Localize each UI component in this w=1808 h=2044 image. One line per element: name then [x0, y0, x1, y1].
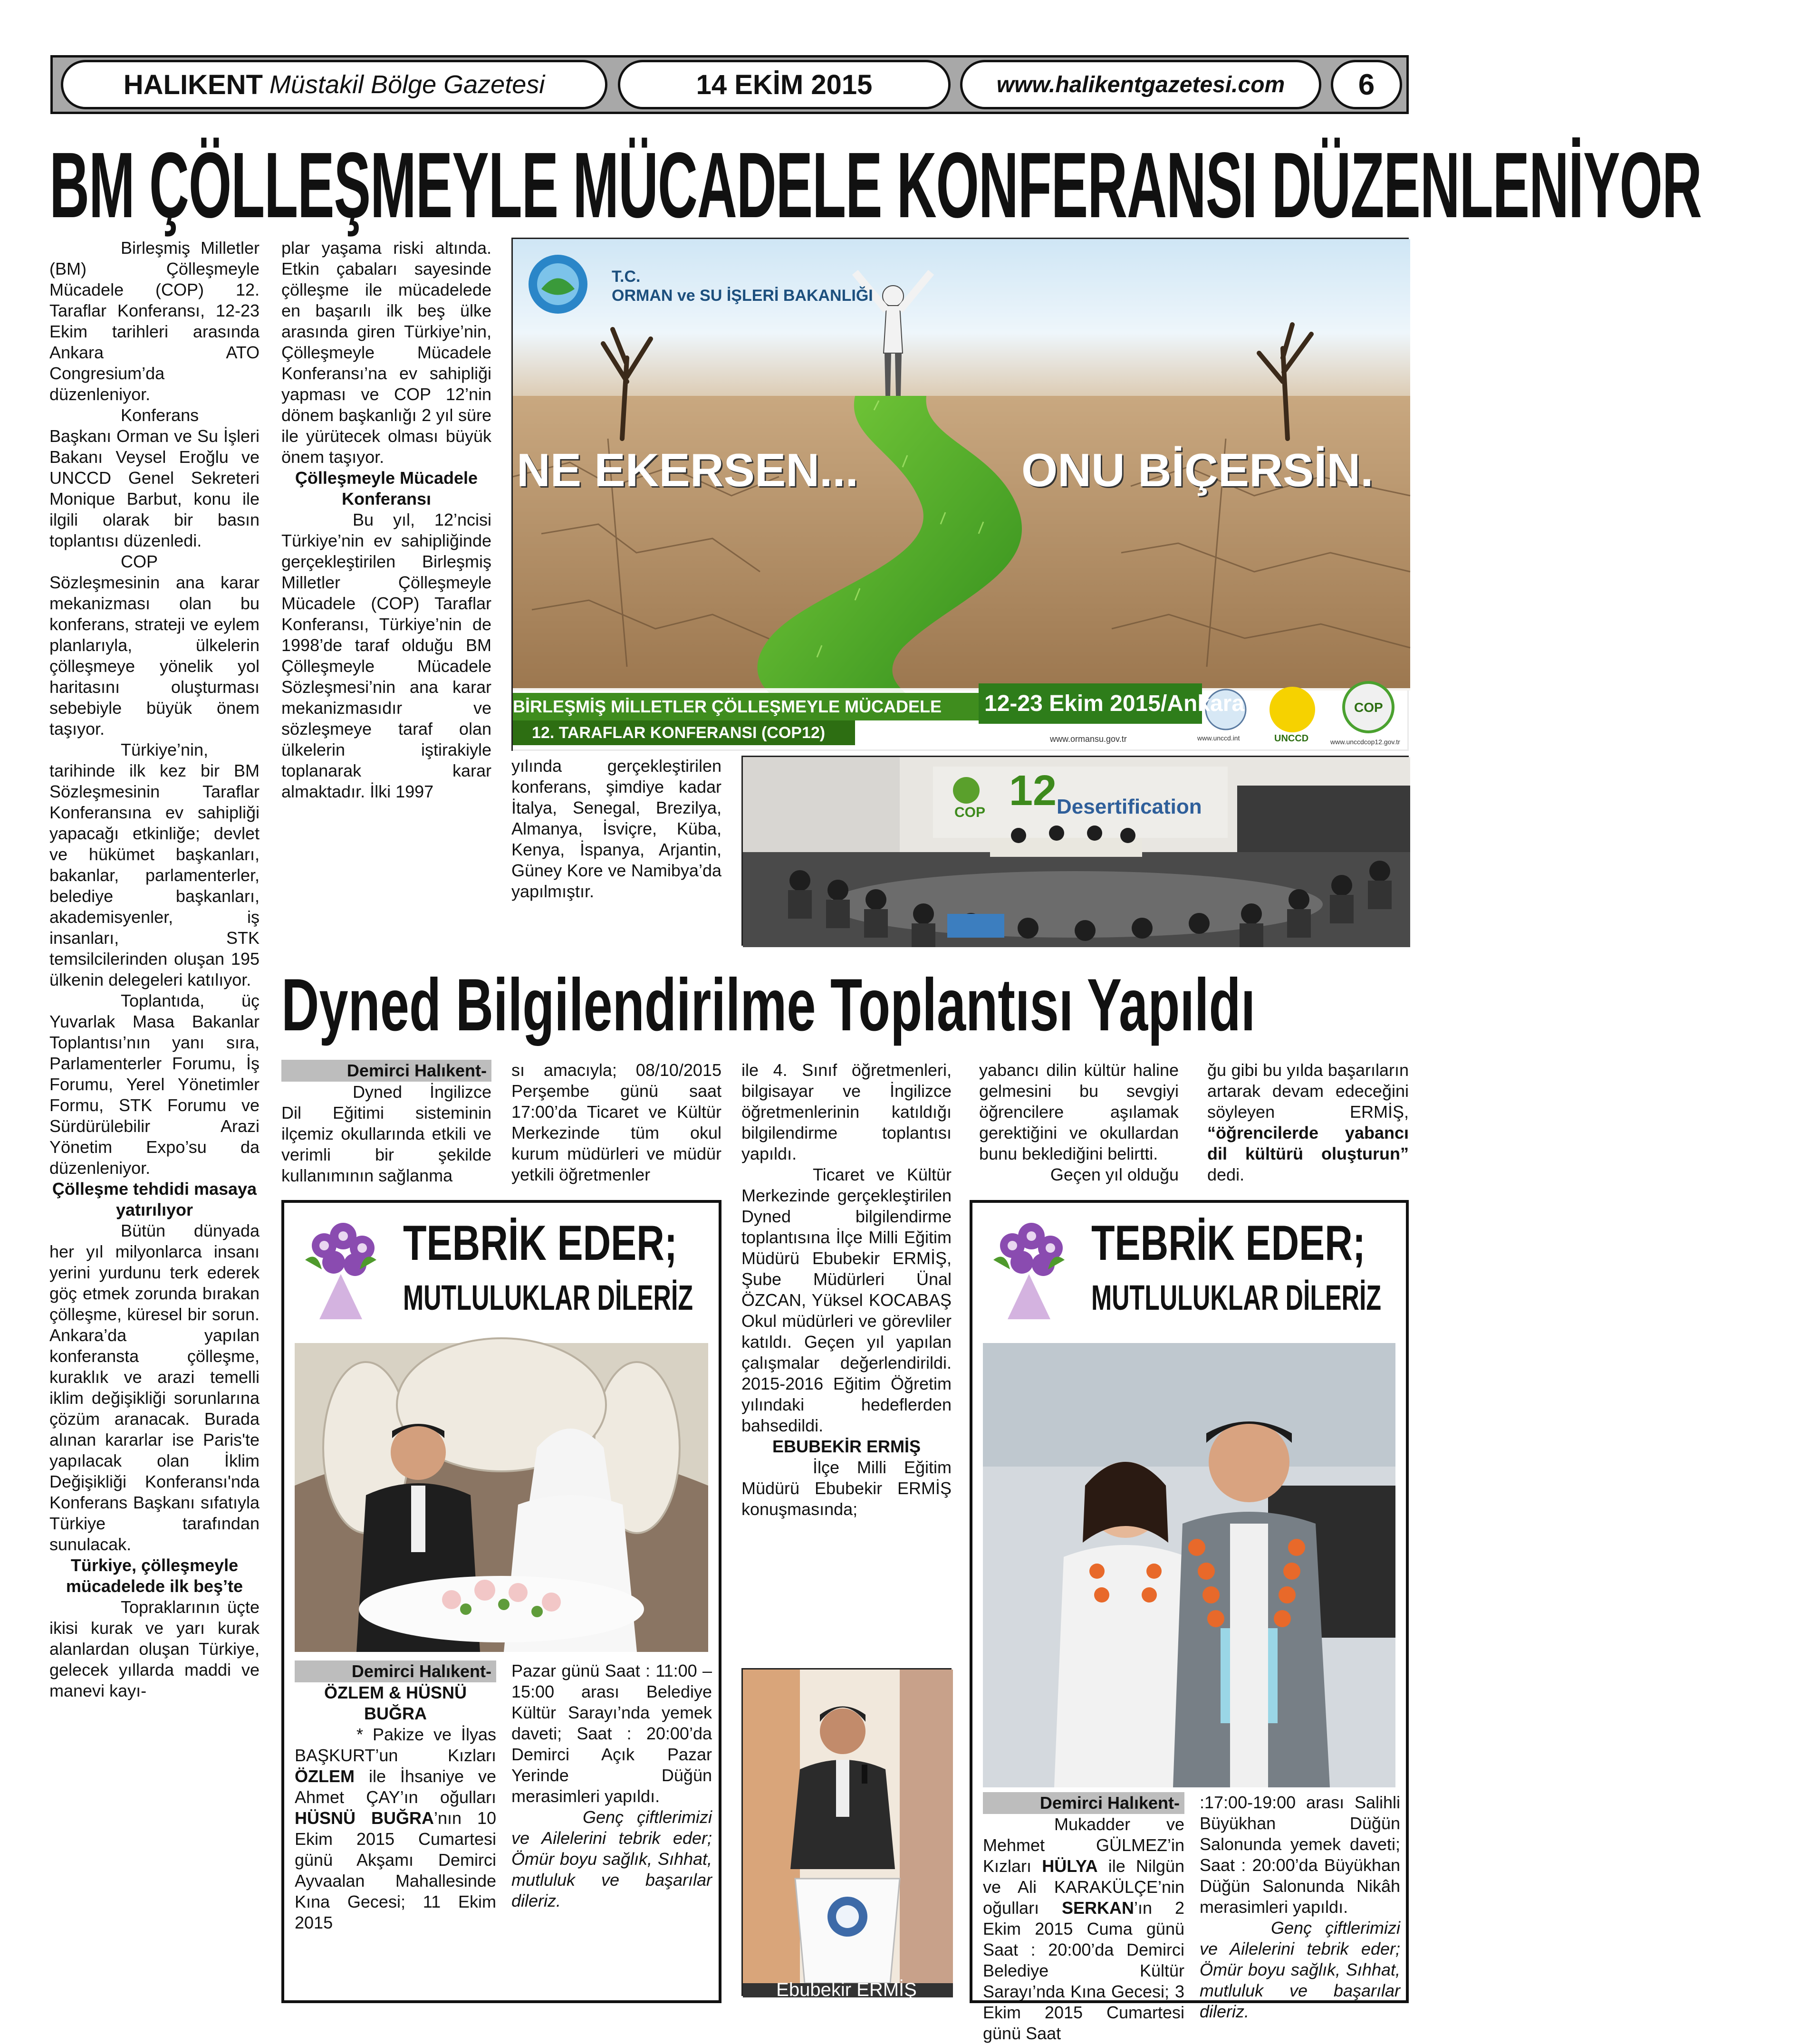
poster-url-3: www.unccdcop12.gov.tr — [1330, 738, 1400, 746]
paragraph: Türkiye’nin, tarihinde ilk kez bir BM Sözleşmesinin Taraflar Konferansına ev sahipliği yapacağı etkinliğe; devlet ve hükümet başkanları, bakanlar, parlamenterler, belediye başkanları, akademisyenler, iş insanları, STK temsilcilerinden oluşan 195 ülkenin delegeleri katılıyor. — [49, 740, 260, 989]
tebrik1-text-right: Pazar günü Saat : 11:00 – 15:00 arası Belediye Kültür Sarayı’nda yemek daveti; Saat : 20:00’da Demirci Açık Pazar Yerinde Düğün merasimleri yapıldı. — [511, 1661, 712, 1806]
article2-quote: “öğrencilerde yabancı dil kültürü oluşturun” — [1207, 1123, 1409, 1163]
tebrik-box-1 — [281, 1200, 721, 2003]
tebrik1-wish: Genç çiftlerimizi ve Ailelerini tebrik eder; Ömür boyu sağlık, Sıhhat, mutluluk ve başarılar dileriz. — [511, 1807, 712, 1910]
tebrik1-groom: HÜSNÜ BUĞRA — [295, 1808, 434, 1828]
paper-name: HALIKENT — [123, 69, 263, 100]
tebrik2-byline: Demirci Halıkent- — [983, 1792, 1184, 1814]
tebrik2-groom: SERKAN — [1062, 1898, 1135, 1918]
article2-column-5 — [1207, 1060, 1409, 1185]
flower-bouquet-icon — [979, 1212, 1079, 1322]
article2-col1-text: Dyned İngilizce Dil Eğitimi sisteminin ilçemiz okullarında etkili ve verimli bir şekilde kullanımının sağlanma — [281, 1082, 491, 1185]
article1-headline: BM ÇÖLLEŞMEYLE MÜCADELE KONFERANSI DÜZENLENİYOR — [49, 133, 1702, 237]
conf-number: 12 — [1009, 767, 1057, 815]
tebrik1-text: * Pakize ve İlyas BAŞKURT’un Kızları ÖZLEM ile İhsaniye ve Ahmet ÇAY’ın oğulları HÜSNÜ BUĞRA’nın 10 Ekim 2015 Cumartesi günü Akşamı Demirci Ayvaalan Mahallesinde Kına Gecesi; 11 Ekim 2015 — [295, 1725, 496, 1932]
paragraph: Bütün dünyada her yıl milyonlarca insanı yerini yurdunu terk ederek göç etmek zorunda bırakan çölleşme, küresel bir sorun. Ankara’da yapılan konferansta çölleşme, kuraklık ve arazi temelli iklim değişikliği sorunlarına çözüm aranacak. Burada alınan kararlar ise Paris'te yapılacak olan İklim Değişikliği Konferansı'nda Konferans Başkanı sıfatıyla Türkiye tarafından sunulacak. — [49, 1221, 260, 1554]
paragraph: Ticaret ve Kültür Merkezinde gerçekleştirilen Dyned bilgilendirme toplantısına İlçe Milli Eğitim Müdürü Ebubekir ERMİŞ, Şube Müdürleri Ünal ÖZCAN, Yüksel KOCABAŞ Okul müdürleri ve görevliler katıldı. Geçen yıl yapılan çalışmalar değerlendirildi. 2015-2016 Eğitim Öğretim yılındaki hedeflerden bahsedildi. — [741, 1165, 952, 1435]
masthead-pill — [61, 60, 607, 109]
article2-column-3 — [741, 1060, 952, 1520]
poster-event-line2: 12. TARAFLAR KONFERANSI (COP12) — [532, 724, 826, 742]
speaker-image — [743, 1670, 953, 1997]
paragraph: COP Sözleşmesinin ana karar mekanizması olan bu konferans, strateji ve eylem planlarıyla, ülkelerin çölleşmeye yönelik yol haritasını oluşturması sebebiyle büyük önem taşıyor. — [49, 552, 260, 739]
paragraph: Konferans Başkanı Orman ve Su İşleri Bakanı Veysel Eroğlu ve UNCCD Genel Sekreteri Monique Barbut, konu ile ilgili olarak bir basın toplantısı düzenledi. — [49, 405, 260, 550]
article2-byline: Demirci Halıkent- — [281, 1060, 491, 1082]
paper-subtitle: Müstakil Bölge Gazetesi — [269, 70, 545, 99]
article2-col5-end: dedi. — [1207, 1165, 1245, 1184]
poster-event-line1: BİRLEŞMİŞ MİLLETLER ÇÖLLEŞMEYLE MÜCADELE — [513, 697, 942, 716]
tebrik1-subtitle: MUTLULUKLAR DİLERİZ — [403, 1278, 693, 1317]
article2-col4-text-b: Geçen yıl olduğu — [1050, 1165, 1179, 1184]
subheading: Türkiye, çölleşmeyle mücadelede ilk beş’te — [66, 1555, 243, 1596]
poster-logo-cop: COP — [1354, 700, 1383, 715]
conference-photo — [741, 756, 1409, 946]
subheading: Çölleşme tehdidi masaya yatırılıyor — [52, 1179, 257, 1219]
article1-column-1 — [49, 238, 260, 1701]
paragraph: Topraklarının üçte ikisi kurak ve yarı kurak alanlardan oluşan Türkiye, gelecek yıllarda maddi ve manevi kayı- — [49, 1597, 260, 1700]
conf-banner: Desertification — [1057, 795, 1202, 818]
speaker-photo-caption: Ebubekir ERMİŞ — [776, 1979, 917, 2000]
paragraph: plar yaşama riski altında. Etkin çabaları sayesinde çölleşme ile mücadelede en başarılı ilk beş ülke arasında giren Türkiye’nin, Çölleşmeyle Mücadele Konferansı’na ev sahipliği yapması ve COP 12’nin dönem başkanlığı 2 yıl süre ile yürütecek olması büyük önem taşıyor. — [281, 238, 491, 467]
paragraph: Toplantıda, üç Yuvarlak Masa Bakanlar Toplantısı’nın yanı sıra, Parlamenterler Forumu, İş Forumu, Yerel Yönetimler Formu, STK Forumu ve Sürdürülebilir Arazi Yönetim Expo’su da düzenleniyor. — [49, 991, 260, 1178]
wedding-photo-2 — [983, 1343, 1395, 1787]
tebrik1-byline: Demirci Halıkent- — [295, 1660, 496, 1682]
poster-slogan-left: NE EKERSEN... — [517, 444, 858, 496]
article1-column-2 — [281, 238, 491, 802]
poster-event-date: 12-23 Ekim 2015/Ankara — [984, 691, 1245, 716]
poster-ministry-line1: T.C. — [612, 268, 641, 286]
subheading: EBUBEKİR ERMİŞ — [772, 1437, 921, 1456]
couple-image-2 — [983, 1343, 1395, 1787]
poster-slogan-right: ONU BİÇERSİN. — [1021, 444, 1374, 496]
page-number: 6 — [1358, 68, 1375, 101]
article2-col4-text-a: yabancı dilin kültür haline gelmesini bu sevgiyi öğrencilere aşılamak gerektiğini ve okullardan bunu beklediğini belirtti. — [979, 1060, 1179, 1163]
paragraph: Birleşmiş Milletler (BM) Çölleşmeyle Mücadele (COP) 12. Taraflar Konferansı, 12-23 Ekim tarihleri arasında Ankara ATO Congresium’da düzenleniyor. — [49, 238, 260, 404]
tebrik2-wish: Genç çiftlerimizi ve Ailelerini tebrik eder; Ömür boyu sağlık, Sıhhat, mutluluk ve başarılar dileriz. — [1200, 1918, 1400, 2021]
tebrik-box-2 — [970, 1200, 1409, 2043]
tebrik2-text: Mukadder ve Mehmet GÜLMEZ’in Kızları HÜLYA ile Nilgün ve Ali KARAKÜLÇE’nin oğulları SERKAN’ın 2 Ekim 2015 Cuma günü Saat : 20:00’da Demirci Belediye Kültür Sarayı’nda Kına Gecesi; 3 Ekim 2015 Cumartesi günü Saat — [983, 1814, 1184, 2043]
issue-date: 14 EKİM 2015 — [696, 69, 873, 100]
article2-column-2: sı amacıyla; 08/10/2015 Perşembe günü saat 17:00’da Ticaret ve Kültür Merkezinde tüm okul kurum müdürleri ve müdür yetkili öğretmenler — [511, 1060, 721, 1184]
paragraph: İlçe Milli Eğitim Müdürü Ebubekir ERMİŞ konuşmasında; — [741, 1458, 952, 1519]
poster-url-2: www.unccd.int — [1197, 734, 1240, 742]
article2-col5-text: ğu gibi bu yılda başarıların artarak devam edeceğini söyleyen ERMİŞ, — [1207, 1060, 1409, 1122]
tebrik1-bride: ÖZLEM — [295, 1766, 355, 1786]
page-number-pill — [1331, 60, 1402, 109]
article2-column-4 — [979, 1060, 1179, 1185]
conf-logo-text: COP — [954, 805, 986, 820]
subheading: Çölleşmeyle Mücadele Konferansı — [295, 468, 478, 509]
date-pill — [618, 60, 951, 109]
tebrik2-title: TEBRİK EDER; — [1091, 1216, 1366, 1271]
article2-headline: Dyned Bilgilendirilme Toplantısı Yapıldı — [281, 964, 1256, 1046]
website-link[interactable]: www.halikentgazetesi.com — [996, 72, 1285, 97]
tebrik2-text-right: :17:00-19:00 arası Salihli Büyükhan Düğün Salonunda yemek daveti; Saat : 20:00’da Büyükhan Düğün Salonunda Nikâh merasimleri yapıldı. — [1200, 1793, 1400, 1917]
conference-hall-image — [743, 757, 1410, 947]
article1-column-3: yılında gerçekleştirilen konferans, şimdiye kadar İtalya, Senegal, Brezilya, Almanya, İsviçre, Küba, Kenya, İspanya, Arjantin, Güney Kore ve Namibya’da yapılmıştır. — [511, 756, 721, 901]
poster-url: www.ormansu.gov.tr — [1050, 734, 1127, 744]
tebrik1-title: TEBRİK EDER; — [403, 1216, 677, 1271]
website-pill — [960, 60, 1321, 109]
tebrik2-bride: HÜLYA — [1042, 1856, 1098, 1876]
paragraph: ile 4. Sınıf öğretmenleri, bilgisayar ve İngilizce öğretmenlerinin katıldığı bilgilendirme toplantısı yapıldı. — [741, 1060, 952, 1163]
tebrik1-names: ÖZLEM & HÜSNÜ BUĞRA — [324, 1683, 467, 1723]
wedding-photo-1 — [295, 1343, 708, 1652]
tebrik2-subtitle: MUTLULUKLAR DİLERİZ — [1091, 1278, 1381, 1317]
cop12-poster — [511, 238, 1409, 751]
poster-logo-unccd: UNCCD — [1274, 733, 1309, 744]
poster-ministry-line2: ORMAN ve SU İŞLERİ BAKANLIĞI — [612, 287, 873, 305]
paragraph: Bu yıl, 12’ncisi Türkiye’nin ev sahipliğinde gerçekleştirilen Birleşmiş Milletler Çölleşmeyle Mücadele (COP) Taraflar Konferansı, Türkiye’nin de 1998’de taraf olduğu BM Çölleşmeyle Mücadele Sözleşmesi’nin ana karar mekanizmasıdır ve sözleşmeye taraf olan ülkelerin iştirakiyle toplanarak karar almaktadır. İlki 1997 — [281, 510, 491, 801]
couple-image-1 — [295, 1343, 708, 1652]
article2-column-1 — [281, 1060, 491, 1186]
flower-bouquet-icon — [291, 1212, 391, 1322]
speaker-photo — [741, 1668, 952, 2000]
